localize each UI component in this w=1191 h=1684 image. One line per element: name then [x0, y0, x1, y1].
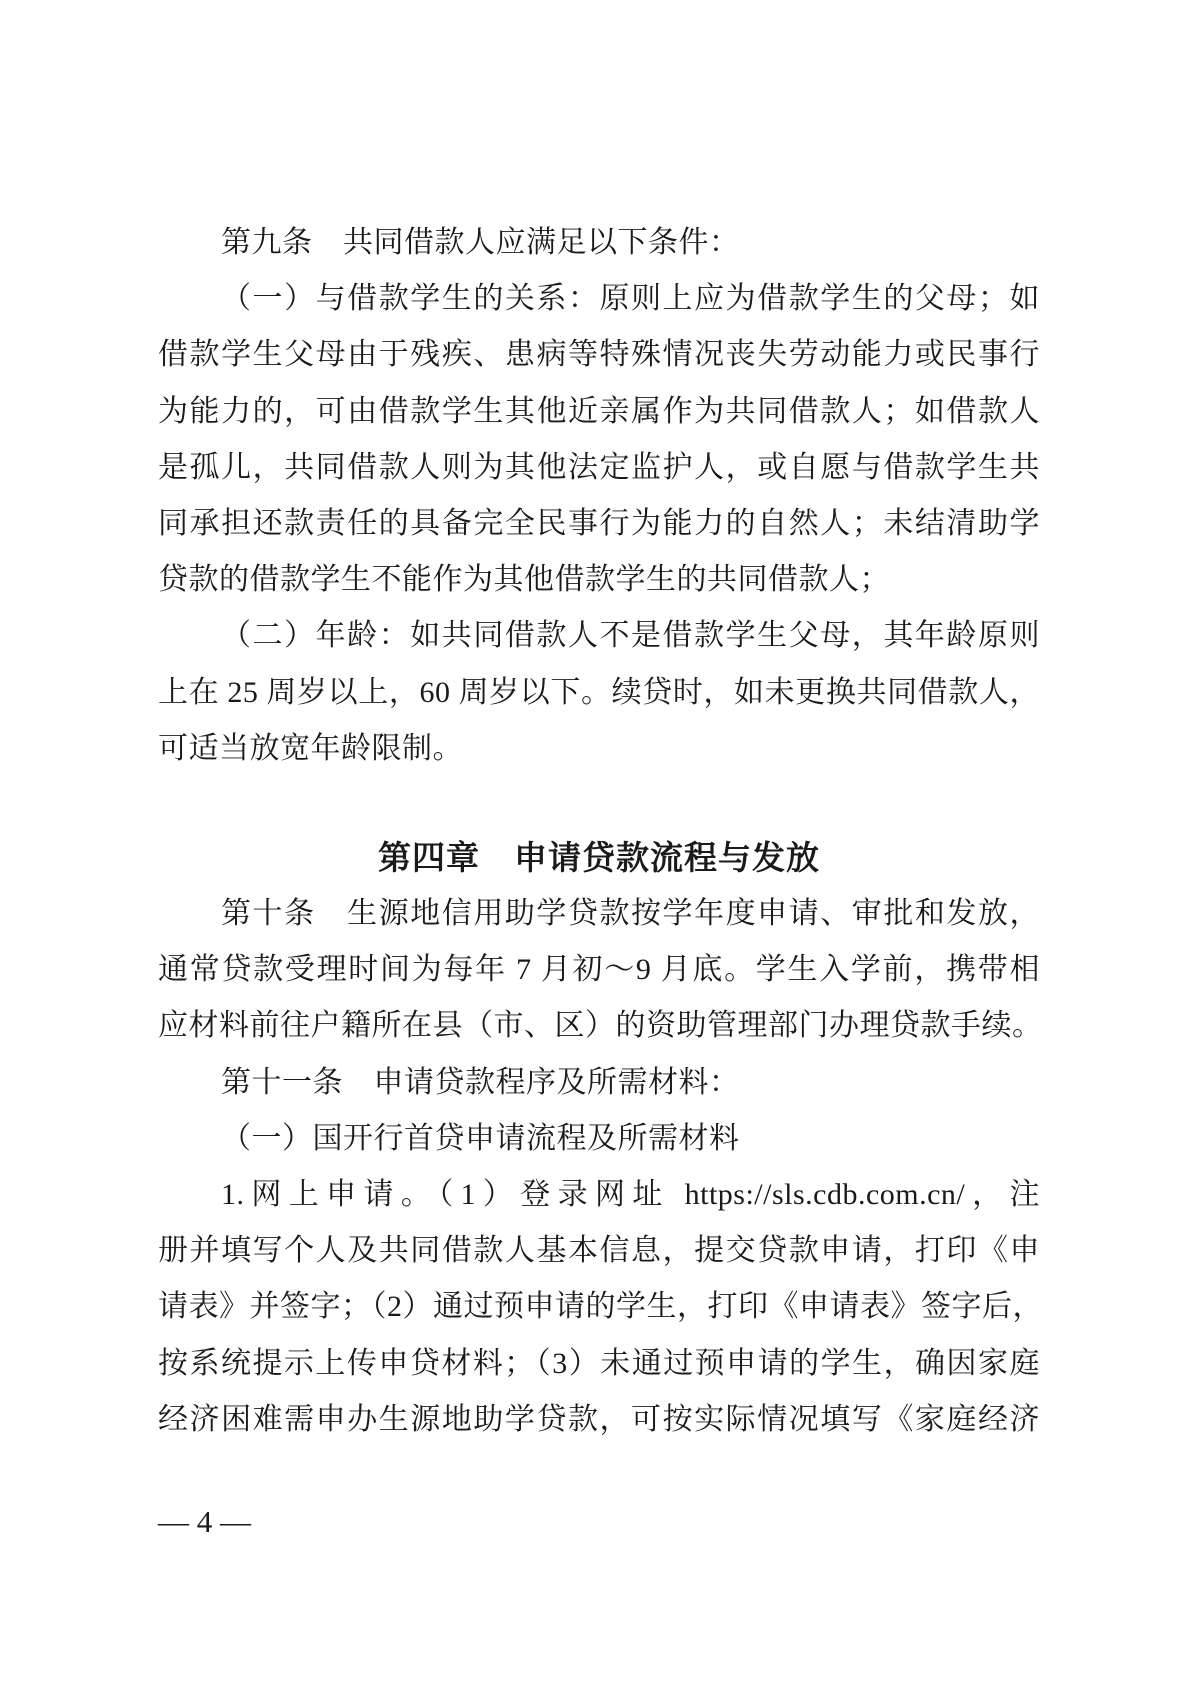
body-line: 册并填写个人及共同借款人基本信息，提交贷款申请，打印《申 [158, 1234, 1040, 1268]
body-line: 可适当放宽年龄限制。 [158, 731, 463, 765]
body-line: 第九条 共同借款人应满足以下条件： [221, 226, 740, 259]
body-line: （二）年龄：如共同借款人不是借款学生父母，其年龄原则 [221, 619, 1040, 653]
body-line: 贷款的借款学生不能作为其他借款学生的共同借款人； [158, 563, 890, 597]
page-number: — 4 — [158, 1504, 251, 1539]
body-line: 请表》并签字；（2）通过预申请的学生，打印《申请表》签字后， [158, 1290, 1043, 1324]
body-line: 按系统提示上传申贷材料；（3）未通过预申请的学生，确因家庭 [158, 1346, 1040, 1380]
body-line: （一）国开行首贷申请流程及所需材料 [221, 1121, 740, 1155]
body-line: 通常贷款受理时间为每年 7 月初～9 月底。学生入学前，携带相 [158, 953, 1040, 987]
chapter-heading: 第四章 申请贷款流程与发放 [378, 838, 820, 876]
body-line: 为能力的，可由借款学生其他近亲属作为共同借款人；如借款人 [158, 394, 1040, 428]
body-line: 第十条 生源地信用助学贷款按学年度申请、审批和发放， [221, 897, 1040, 931]
body-line: 同承担还款责任的具备完全民事行为能力的自然人；未结清助学 [158, 506, 1040, 540]
body-line: 1.网上申请。（1）登录网址 https://sls.cdb.com.cn/，注 [221, 1178, 1040, 1211]
body-line: 应材料前往户籍所在县（市、区）的资助管理部门办理贷款手续。 [158, 1009, 1043, 1043]
body-line: 上在 25 周岁以上，60 周岁以下。续贷时，如未更换共同借款人， [158, 675, 1040, 709]
body-line: 经济困难需申办生源地助学贷款，可按实际情况填写《家庭经济 [158, 1402, 1040, 1436]
body-line: 借款学生父母由于残疾、患病等特殊情况丧失劳动能力或民事行 [158, 338, 1040, 372]
body-line: 第十一条 申请贷款程序及所需材料： [221, 1065, 740, 1099]
body-line: （一）与借款学生的关系：原则上应为借款学生的父母；如 [221, 282, 1040, 316]
body-line: 是孤儿，共同借款人则为其他法定监护人，或自愿与借款学生共 [158, 450, 1040, 484]
body-text [158, 215, 1043, 1448]
